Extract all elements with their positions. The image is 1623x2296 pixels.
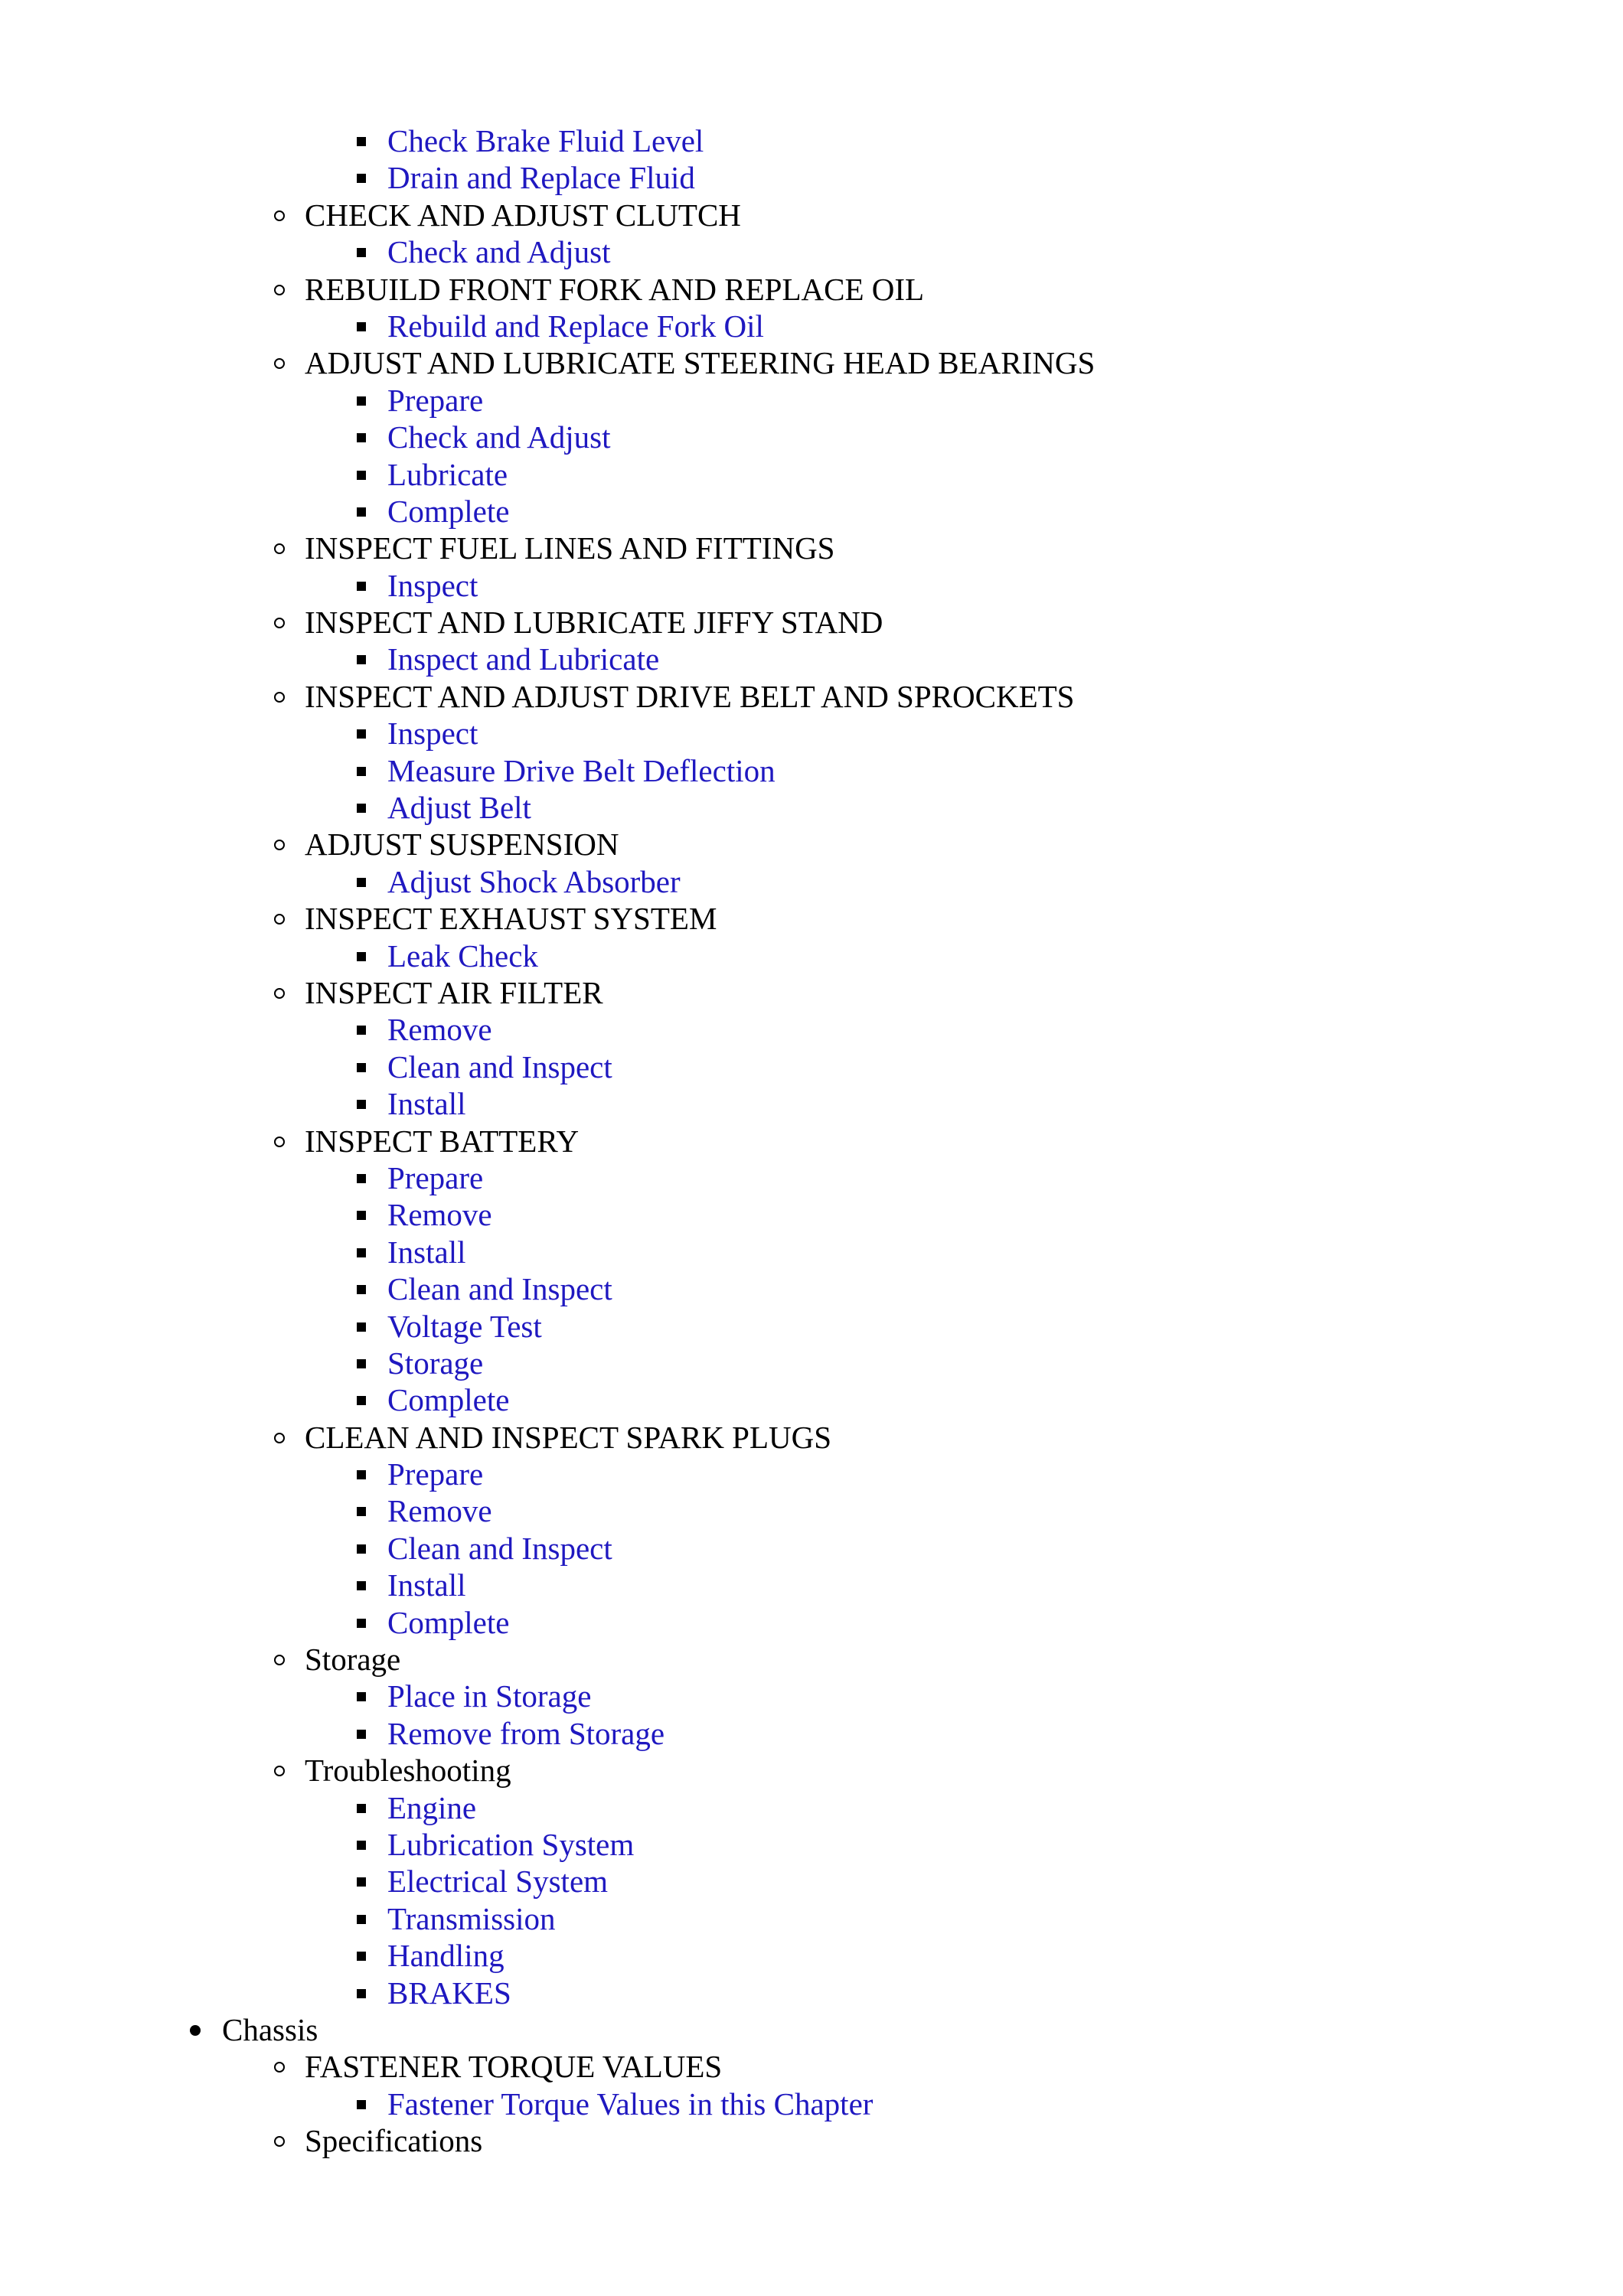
toc-link-item[interactable] [0, 789, 1623, 826]
toc-link-item[interactable] [0, 1826, 1623, 1863]
toc-link-item[interactable] [0, 419, 1623, 455]
toc-link[interactable]: Complete [387, 493, 510, 529]
toc-link-item[interactable] [0, 1085, 1623, 1122]
toc-link-item[interactable] [0, 938, 1623, 974]
list-bullet-square-icon [357, 878, 366, 887]
toc-link-item[interactable] [0, 493, 1623, 530]
toc-heading-text: INSPECT AND ADJUST DRIVE BELT AND SPROCKETS [305, 678, 1075, 714]
toc-link-item[interactable] [0, 308, 1623, 344]
toc-section-heading [0, 1641, 1623, 1678]
list-bullet-square-icon [357, 1952, 366, 1961]
list-bullet-circle-icon [274, 210, 285, 221]
toc-link-item[interactable] [0, 1381, 1623, 1418]
toc-section-heading [0, 604, 1623, 641]
toc-link-item[interactable] [0, 1975, 1623, 2011]
toc-heading-text: INSPECT EXHAUST SYSTEM [305, 901, 717, 937]
list-bullet-square-icon [357, 1507, 366, 1516]
toc-heading-text: CHECK AND ADJUST CLUTCH [305, 197, 741, 233]
list-bullet-square-icon [357, 729, 366, 739]
list-bullet-square-icon [357, 582, 366, 591]
list-bullet-square-icon [357, 507, 366, 517]
list-bullet-square-icon [357, 804, 366, 813]
toc-link-item[interactable] [0, 1456, 1623, 1492]
list-bullet-square-icon [357, 471, 366, 480]
list-bullet-square-icon [357, 1915, 366, 1924]
list-bullet-circle-icon [274, 2136, 285, 2147]
toc-link[interactable]: Drain and Replace Fluid [387, 160, 695, 196]
toc-heading-text: Chassis [222, 2011, 318, 2047]
toc-heading-text: INSPECT AND LUBRICATE JIFFY STAND [305, 605, 883, 641]
table-of-contents [0, 122, 1623, 2159]
toc-heading-text: Specifications [305, 2123, 483, 2159]
toc-link-item[interactable] [0, 122, 1623, 159]
toc-section-heading [0, 271, 1623, 308]
toc-link[interactable]: Lubricate [387, 456, 508, 492]
toc-link[interactable]: Prepare [387, 1159, 484, 1195]
toc-link-item[interactable] [0, 1678, 1623, 1714]
list-bullet-square-icon [357, 1544, 366, 1554]
toc-link[interactable]: Clean and Inspect [387, 1530, 612, 1566]
toc-link[interactable]: Check Brake Fluid Level [387, 123, 704, 158]
list-bullet-square-icon [357, 1248, 366, 1257]
toc-link[interactable]: Check and Adjust [387, 234, 611, 270]
toc-link-item[interactable] [0, 1270, 1623, 1307]
list-bullet-square-icon [357, 433, 366, 442]
toc-link-item[interactable] [0, 1715, 1623, 1752]
toc-link[interactable]: Transmission [387, 1900, 556, 1936]
toc-link-item[interactable] [0, 752, 1623, 789]
list-bullet-circle-icon [274, 692, 285, 703]
toc-link[interactable]: Measure Drive Belt Deflection [387, 752, 776, 788]
toc-link[interactable]: Remove from Storage [387, 1715, 665, 1751]
toc-link-item[interactable] [0, 1492, 1623, 1529]
toc-section-heading [0, 1123, 1623, 1159]
list-bullet-circle-icon [274, 988, 285, 999]
list-bullet-square-icon [357, 1359, 366, 1368]
list-bullet-square-icon [357, 1804, 366, 1813]
list-bullet-square-icon [357, 322, 366, 331]
list-bullet-square-icon [357, 1470, 366, 1479]
list-bullet-square-icon [357, 248, 366, 257]
toc-link-item[interactable] [0, 382, 1623, 419]
toc-link[interactable]: Install [387, 1086, 466, 1122]
list-bullet-square-icon [357, 655, 366, 664]
toc-link[interactable]: Clean and Inspect [387, 1271, 612, 1307]
toc-link-item[interactable] [0, 1308, 1623, 1345]
toc-link-item[interactable] [0, 159, 1623, 196]
toc-link-item[interactable] [0, 2086, 1623, 2122]
list-bullet-circle-icon [274, 1433, 285, 1443]
toc-section-heading [0, 530, 1623, 566]
toc-link-item[interactable] [0, 233, 1623, 270]
toc-link[interactable]: Install [387, 1234, 466, 1270]
toc-link-item[interactable] [0, 1789, 1623, 1826]
list-bullet-square-icon [357, 1581, 366, 1590]
toc-link[interactable]: Inspect [387, 716, 478, 752]
toc-section-heading [0, 2122, 1623, 2159]
toc-link-item[interactable] [0, 1900, 1623, 1937]
toc-heading-text: CLEAN AND INSPECT SPARK PLUGS [305, 1419, 832, 1455]
list-bullet-square-icon [357, 137, 366, 146]
toc-section-heading [0, 678, 1623, 715]
list-bullet-square-icon [357, 1063, 366, 1072]
list-bullet-square-icon [357, 1100, 366, 1109]
list-bullet-square-icon [357, 1877, 366, 1887]
toc-link[interactable]: Inspect and Lubricate [387, 641, 660, 677]
toc-link[interactable]: Remove [387, 1012, 492, 1048]
toc-heading-text: ADJUST AND LUBRICATE STEERING HEAD BEARINGS [305, 345, 1096, 381]
toc-link[interactable]: Remove [387, 1197, 492, 1233]
toc-link[interactable]: Rebuild and Replace Fork Oil [387, 308, 764, 344]
toc-heading-text: Troubleshooting [305, 1753, 511, 1789]
toc-link[interactable]: Handling [387, 1938, 505, 1974]
toc-heading-text: INSPECT FUEL LINES AND FITTINGS [305, 530, 835, 566]
toc-link-item[interactable] [0, 456, 1623, 493]
list-bullet-circle-icon [274, 358, 285, 369]
toc-link[interactable]: Lubrication System [387, 1826, 635, 1862]
toc-link[interactable]: Fastener Torque Values in this Chapter [387, 2086, 874, 2122]
toc-link-item[interactable] [0, 1345, 1623, 1381]
toc-link[interactable]: Prepare [387, 382, 484, 418]
toc-link-item[interactable] [0, 715, 1623, 752]
list-bullet-square-icon [357, 1174, 366, 1183]
toc-heading-text: REBUILD FRONT FORK AND REPLACE OIL [305, 271, 925, 307]
toc-link-item[interactable] [0, 1567, 1623, 1603]
toc-link-item[interactable] [0, 1604, 1623, 1641]
toc-link-item[interactable] [0, 863, 1623, 900]
toc-section-heading [0, 826, 1623, 863]
list-bullet-square-icon [357, 1619, 366, 1628]
toc-heading-text: ADJUST SUSPENSION [305, 827, 619, 863]
list-bullet-circle-icon [274, 285, 285, 295]
list-bullet-square-icon [357, 2100, 366, 2109]
toc-link-item[interactable] [0, 1937, 1623, 1974]
toc-link[interactable]: Adjust Belt [387, 790, 531, 826]
toc-link[interactable]: Leak Check [387, 938, 538, 974]
list-bullet-square-icon [357, 1841, 366, 1850]
toc-section-heading [0, 2048, 1623, 2085]
toc-link[interactable]: BRAKES [387, 1975, 511, 2011]
toc-link[interactable]: Engine [387, 1789, 477, 1825]
toc-link[interactable]: Install [387, 1567, 466, 1603]
toc-link[interactable]: Adjust Shock Absorber [387, 863, 681, 899]
toc-link[interactable]: Prepare [387, 1456, 484, 1492]
toc-link[interactable]: Storage [387, 1345, 484, 1381]
toc-link[interactable]: Complete [387, 1604, 510, 1640]
toc-section-heading [0, 1752, 1623, 1789]
list-bullet-square-icon [357, 1211, 366, 1220]
list-bullet-square-icon [357, 396, 366, 406]
toc-link-item[interactable] [0, 1530, 1623, 1567]
list-bullet-square-icon [357, 952, 366, 961]
toc-heading-text: Storage [305, 1642, 401, 1678]
toc-section-heading [0, 2011, 1623, 2048]
toc-link-item[interactable] [0, 1159, 1623, 1196]
toc-section-heading [0, 1419, 1623, 1456]
list-bullet-circle-icon [274, 914, 285, 925]
list-bullet-square-icon [357, 1396, 366, 1405]
list-bullet-square-icon [357, 1322, 366, 1332]
toc-link[interactable]: Complete [387, 1382, 510, 1418]
list-bullet-square-icon [357, 1730, 366, 1739]
toc-section-heading [0, 197, 1623, 233]
list-bullet-circle-icon [274, 1655, 285, 1665]
toc-link-item[interactable] [0, 567, 1623, 604]
toc-link-item[interactable] [0, 1196, 1623, 1233]
toc-link-item[interactable] [0, 1234, 1623, 1270]
toc-link[interactable]: Clean and Inspect [387, 1049, 612, 1084]
toc-link[interactable]: Electrical System [387, 1864, 609, 1900]
toc-section-heading [0, 900, 1623, 937]
toc-link-item[interactable] [0, 1011, 1623, 1048]
toc-heading-text: INSPECT AIR FILTER [305, 974, 603, 1010]
list-bullet-circle-icon [274, 840, 285, 850]
list-bullet-disc-icon [190, 2025, 201, 2036]
list-bullet-circle-icon [274, 1766, 285, 1776]
toc-heading-text: FASTENER TORQUE VALUES [305, 2049, 723, 2085]
list-bullet-square-icon [357, 1026, 366, 1035]
list-bullet-circle-icon [274, 2062, 285, 2073]
toc-link[interactable]: Voltage Test [387, 1308, 542, 1344]
list-bullet-circle-icon [274, 618, 285, 628]
toc-section-heading [0, 344, 1623, 381]
toc-link[interactable]: Check and Adjust [387, 419, 611, 455]
list-bullet-circle-icon [274, 543, 285, 554]
toc-section-heading [0, 974, 1623, 1011]
list-bullet-circle-icon [274, 1137, 285, 1147]
toc-link[interactable]: Inspect [387, 567, 478, 603]
toc-link-item[interactable] [0, 641, 1623, 677]
toc-link[interactable]: Remove [387, 1493, 492, 1529]
toc-link-item[interactable] [0, 1049, 1623, 1085]
list-bullet-square-icon [357, 1692, 366, 1701]
list-bullet-square-icon [357, 1989, 366, 1998]
toc-link-item[interactable] [0, 1863, 1623, 1900]
list-bullet-square-icon [357, 1285, 366, 1294]
list-bullet-square-icon [357, 174, 366, 183]
toc-heading-text: INSPECT BATTERY [305, 1123, 580, 1159]
list-bullet-square-icon [357, 767, 366, 776]
toc-link[interactable]: Place in Storage [387, 1678, 592, 1714]
